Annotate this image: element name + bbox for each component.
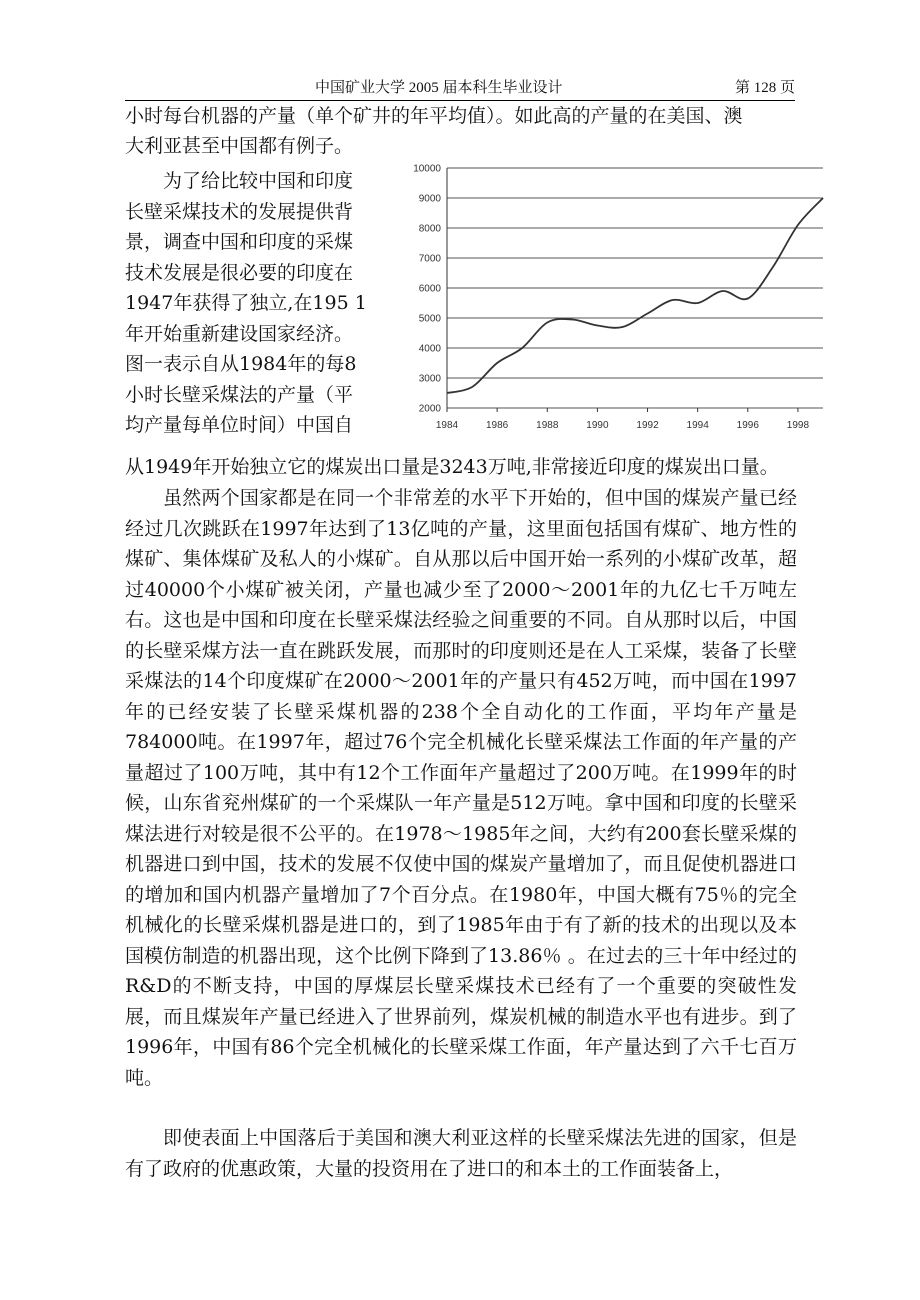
y-tick-label: 5000 [418, 313, 441, 325]
x-tick-label: 1998 [786, 420, 810, 431]
wrap-line: 均产量每单位时间）中国自 [125, 414, 354, 436]
y-tick-label: 3000 [418, 373, 441, 385]
line-after-chart: 从1949年开始独立它的煤炭出口量是3243万吨,非常接近印度的煤炭出口量。 [125, 456, 779, 478]
wrap-line: 1947年获得了独立,在195 1 [125, 292, 367, 314]
y-tick-label: 6000 [418, 283, 441, 295]
wrap-line: 小时长壁采煤法的产量（平 [125, 383, 354, 406]
y-tick-label: 2000 [418, 403, 441, 415]
wrap-line: 图一表示自从1984年的每8 [125, 353, 357, 375]
y-tick-label: 8000 [418, 223, 441, 235]
x-tick-label: 1990 [586, 420, 609, 431]
x-tick-label: 1992 [636, 420, 659, 431]
x-tick-label: 1986 [486, 420, 509, 431]
x-tick-label: 1988 [536, 420, 559, 431]
page-header [125, 72, 795, 101]
y-tick-label: 10000 [413, 163, 441, 175]
wrap-line: 年开始重新建设国家经济。 [125, 322, 354, 345]
x-tick-label: 1994 [686, 420, 709, 431]
production-line-chart [395, 158, 830, 446]
y-tick-label: 9000 [418, 193, 441, 205]
wrapped-paragraph [125, 166, 393, 441]
header-title: 中国矿业大学 2005 届本科生毕业设计 [315, 80, 563, 96]
paragraph-3: 即使表面上中国落后于美国和澳大利亚这样的长壁采煤法先进的国家，但是有了政府的优惠政策，大量的投资用在了进口的和本土的工作面装备上， [125, 1127, 797, 1180]
series-line [447, 198, 823, 393]
intro-line-2: 大利亚甚至中国都有例子。 [125, 135, 354, 157]
intro-line-1: 小时每台机器的产量（单个矿井的年平均值）。如此高的产量的在美国、澳 [125, 105, 743, 127]
wrap-line: 景，调查中国和印度的采煤 [125, 231, 354, 253]
y-tick-label: 4000 [418, 343, 441, 355]
wrap-line: 为了给比较中国和印度 [163, 170, 354, 192]
x-tick-label: 1984 [435, 420, 459, 431]
wrap-line: 技术发展是很必要的印度在 [125, 261, 354, 284]
x-tick-label: 1996 [736, 420, 759, 431]
page-number: 第 128 页 [734, 80, 795, 96]
y-tick-label: 7000 [418, 253, 441, 265]
paragraph-2: 虽然两个国家都是在同一个非常差的水平下开始的，但中国的煤炭产量已经经过几次跳跃在1997年达到了13亿吨的产量，这里面包括国有煤矿、地方性的煤矿、集体煤矿及私人的小煤矿。自从那以后中国开始一系列的小煤矿改革，超过40000个小煤矿被关闭，产量也减少至了2000～2001年的九亿七千万吨左右。这也是中国和印度在长壁采煤法经验之间重要的不同。自从那时以后，中国的长壁采煤方法一直在跳跃发展，而那时的印度则还是在人工采煤，装备了长壁采煤法的14个印度煤矿在2000～2001年的产量只有452万吨，而中国在1997年的已经安装了长壁采煤机器的238个全自动化的工作面，平均年产量是784000吨。在1997年，超过76个完全机械化长壁采煤法工作面的年产量的产量超过了100万吨，其中有12个工作面年产量超过了200万吨。在1999年的时候，山东省兖州煤矿的一个采煤队一年产量是512万吨。拿中国和印度的长壁采煤法进行对较是很不公平的。在1978～1985年之间，大约有200套长壁采煤的机器进口到中国，技术的发展不仅使中国的煤炭产量增加了，而且促使机器进口的增加和国内机器产量增加了7个百分点。在1980年，中国大概有75％的完全机械化的长壁采煤机器是进口的，到了1985年由于有了新的技术的出现以及本国模仿制造的机器出现，这个比例下降到了13.86％ 。在过去的三十年中经过的 R&D的不断支持，中国的厚煤层长壁采煤技术已经有了一个重要的突破性发展，而且煤炭年产量已经进入了世界前列，煤炭机械的制造水平也有进步。到了1996年，中国有86个完全机械化的长壁采煤工作面，年产量达到了六千七百万吨。 [125, 487, 797, 1089]
wrap-line: 长壁采煤技术的发展提供背 [125, 200, 354, 223]
